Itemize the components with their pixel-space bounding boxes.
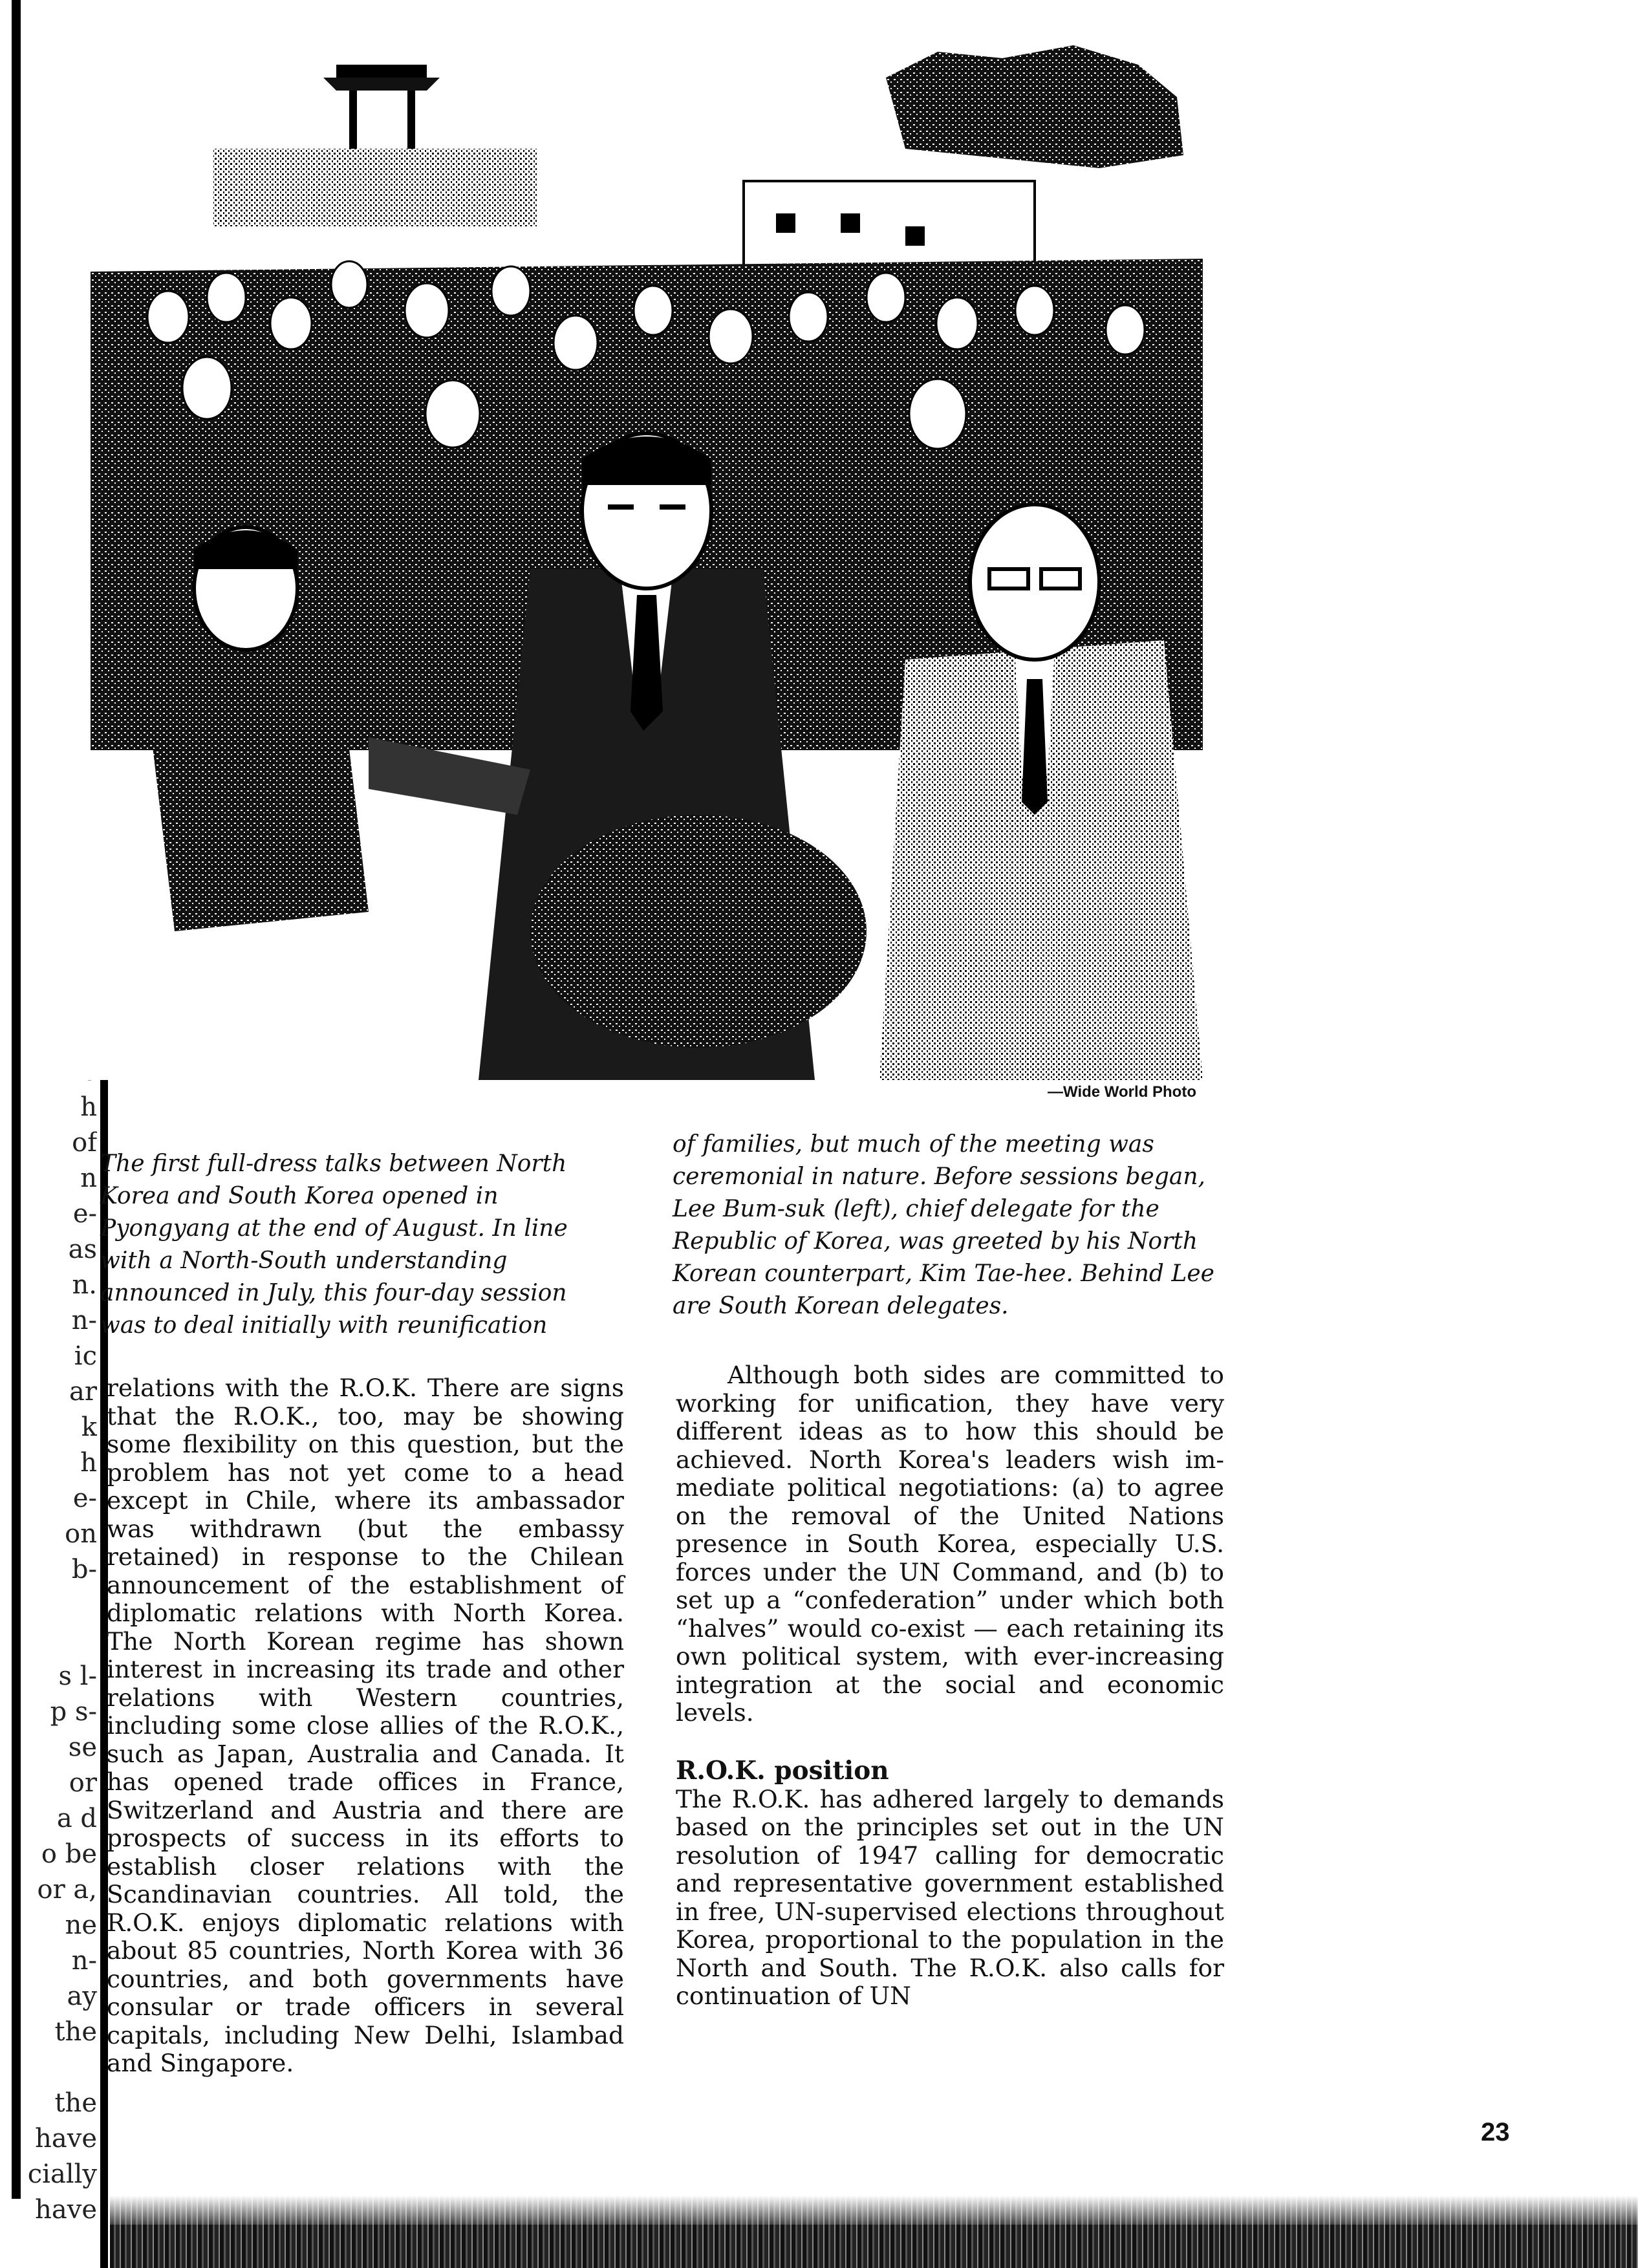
margin-fragment: as xyxy=(68,1235,97,1264)
margin-fragment xyxy=(26,1588,97,1623)
section-heading: R.O.K. position xyxy=(676,1755,889,1786)
photo-illustration xyxy=(65,39,1203,1080)
margin-fragment: ay xyxy=(67,1982,97,2011)
margin-fragment: of xyxy=(72,1128,97,1158)
margin-fragment: ic xyxy=(74,1341,97,1371)
margin-fragment: e- xyxy=(72,1484,97,1513)
margin-fragment: cially xyxy=(27,2159,97,2189)
margin-fragment: o be xyxy=(41,1839,97,1869)
news-photo xyxy=(65,39,1203,1080)
margin-fragment: on xyxy=(65,1519,97,1549)
margin-fragment: s l- xyxy=(58,1661,97,1691)
right-paragraph-2: The R.O.K. has adhered largely to demands based on the principles set out in the UN resolution of 1947 calling for democratic and representative government established in free, UN-supervised elections throughout Korea, proportional to the population in the North and South. The R.O.K. also calls for continuation of UN xyxy=(676,1784,1224,2010)
binding-shadow xyxy=(12,0,21,2199)
left-paragraph: relations with the R.O.K. There are signs that the R.O.K., too, may be showing some flexibility on this question, but the problem has not yet come to a head except in Chile, where its ambassador was withdrawn (but the embassy retained) in response to the Chilean announcement of the establishment of diplomatic relations with North Korea. The North Korean regime has shown interest in increasing its trade and other relations with Western countries, including some close allies of the R.O.K., such as Japan, Australia and Canada. It has opened trade offices in France, Switzerland and Austria and there are prospects of success in its efforts to establish closer relations with the Scandinavian countries. All told, the R.O.K. enjoys diplomatic relations with about 85 countries, North Korea with 36 countries, and both governments have consular or trade officers in several capitals, including New Delhi, Islambad and Singapore. xyxy=(107,1374,624,2077)
margin-fragment: have xyxy=(35,2124,97,2154)
margin-fragment: n- xyxy=(71,1946,97,1976)
photo-caption-right: of families, but much of the meeting was ceremonial in nature. Before sessions began, Lee Bum-suk (left), chief delegate for the Republic of Korea, was greeted by his North Korean counterpart, Kim Tae-hee. Behind Lee are South Korean delegates. xyxy=(673,1131,1214,1319)
margin-fragment: n. xyxy=(72,1270,97,1300)
right-paragraph-1: Although both sides are committed to working for unification, they have very different ideas as to how this should be achieved. North Korea's leaders wish immediate political negotiations: (a) to agree on the removal of the United Nations presence in South Korea, especially U.S. forces under the UN Command, and (b) to set up a “confederation” under which both “halves” would co-exist — each retaining its own political system, with ever-increasing integration at the social and economic levels. xyxy=(676,1361,1224,1727)
photo-credit: —Wide World Photo xyxy=(1048,1083,1196,1101)
margin-fragment: b- xyxy=(71,1555,97,1584)
margin-fragment xyxy=(26,1623,97,1659)
margin-fragment: or xyxy=(69,1768,97,1798)
margin-fragment: n xyxy=(80,1163,97,1193)
margin-fragment: a d xyxy=(56,1804,97,1833)
shadow-fade xyxy=(110,2196,1638,2225)
margin-fragment: h xyxy=(80,1448,97,1478)
right-column xyxy=(676,1361,1224,2011)
margin-fragment: the xyxy=(54,2088,97,2118)
margin-fragment: or a, xyxy=(37,1875,97,1905)
margin-fragment: e- xyxy=(72,1199,97,1229)
photo-caption-left: The first full-dress talks between North Korea and South Korea opened in Pyongyang at the end of August. In line with a North-South understanding announced in July, this four-day session was to deal initially with reunification xyxy=(100,1150,568,1339)
margin-fragment: h xyxy=(80,1092,97,1122)
margin-fragment: p s- xyxy=(50,1697,97,1727)
scan-bottom-shadow xyxy=(110,2196,1638,2268)
margin-fragment: n- xyxy=(71,1306,97,1335)
page-number: 23 xyxy=(1481,2118,1510,2146)
margin-fragment xyxy=(26,2050,97,2086)
margin-fragment: ne xyxy=(65,1910,97,1940)
left-column xyxy=(107,1374,624,2078)
paragraph-gap xyxy=(676,1727,1224,1756)
margin-fragment: ar xyxy=(69,1377,97,1407)
margin-fragment: have xyxy=(35,2195,97,2225)
margin-fragment: k xyxy=(81,1412,97,1442)
margin-fragment: the xyxy=(54,2017,97,2047)
margin-fragment: se xyxy=(68,1733,97,1762)
